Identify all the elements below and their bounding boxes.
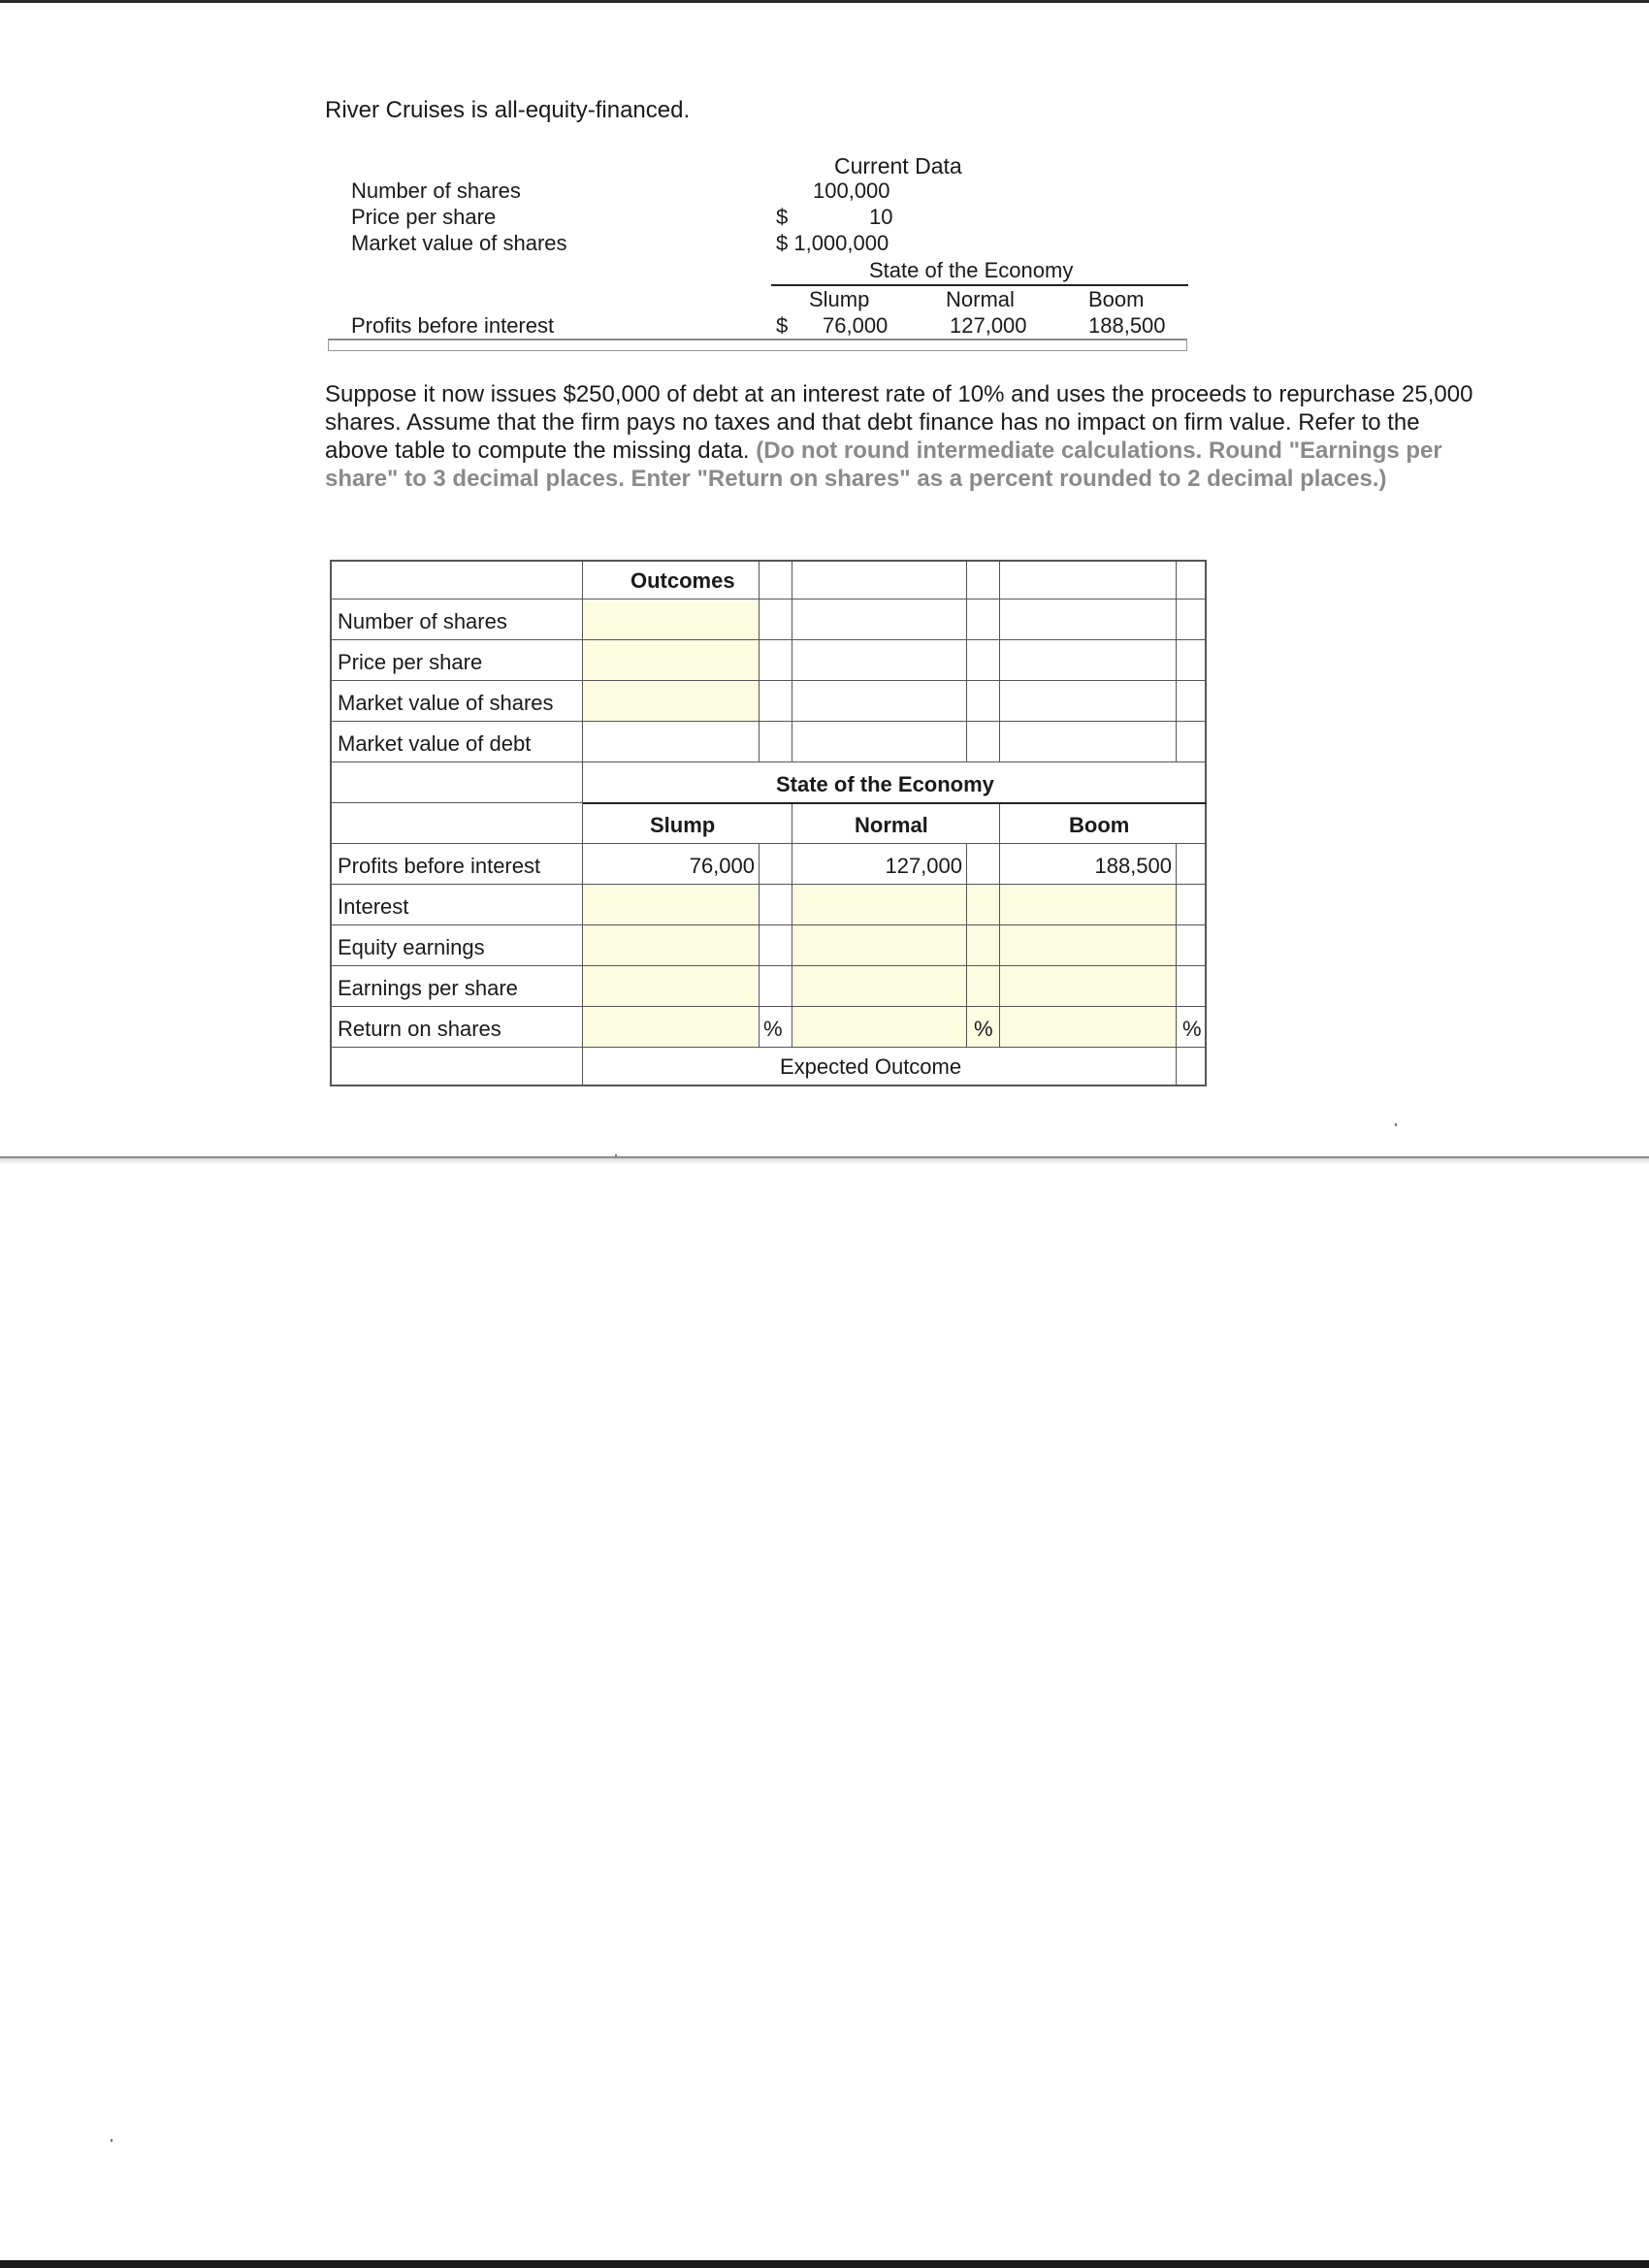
percent-sign: % <box>1182 1017 1202 1041</box>
input-cell-boom[interactable] <box>1002 886 1177 1047</box>
row-label: Return on shares <box>338 1017 501 1041</box>
column-header-boom: Boom <box>1069 813 1130 837</box>
scan-speck <box>111 2139 113 2142</box>
answer-table <box>330 560 1207 1086</box>
state-header-slump: Slump <box>809 287 870 311</box>
row-label: Market value of debt <box>338 731 532 756</box>
scan-speck <box>1395 1123 1397 1126</box>
grid-line <box>330 965 1207 966</box>
state-header-boom: Boom <box>1088 287 1145 311</box>
input-cell-slump[interactable] <box>584 886 757 1047</box>
header-underline <box>771 284 1188 286</box>
grid-line <box>330 1006 1207 1007</box>
profit-value-slump: 76,000 <box>689 854 755 878</box>
row-label: Profits before interest <box>338 854 541 878</box>
grid-line <box>582 802 1207 804</box>
grid-line <box>330 802 582 803</box>
currency-symbol: $ <box>776 205 789 229</box>
state-header-normal: Normal <box>946 287 1015 311</box>
profit-value-boom: 188,500 <box>1094 854 1172 878</box>
grid-line <box>966 560 967 762</box>
percent-sign: % <box>763 1017 783 1041</box>
row-label: Equity earnings <box>338 935 485 959</box>
grid-line <box>330 884 1207 885</box>
current-data-value: 100,000 <box>813 178 890 203</box>
grid-line <box>330 761 1207 762</box>
grid-line <box>330 560 1207 562</box>
input-cell-outcomes[interactable] <box>584 600 759 721</box>
current-data-label: Market value of shares <box>351 231 567 255</box>
grid-line <box>759 843 760 1048</box>
row-label: Earnings per share <box>338 976 518 1000</box>
profit-slump: 76,000 <box>823 313 889 338</box>
current-data-title: Current Data <box>834 153 962 178</box>
outcomes-header: Outcomes <box>630 568 735 593</box>
currency-symbol: $ <box>776 313 789 338</box>
grid-line <box>1176 560 1177 762</box>
current-data-label: Price per share <box>351 205 497 229</box>
grid-line <box>999 560 1000 762</box>
scan-fold-shadow <box>0 1158 1649 1164</box>
scan-top-edge <box>0 0 1649 3</box>
problem-statement <box>325 380 1489 493</box>
grid-line <box>330 721 1207 722</box>
table-bottom-bar <box>328 339 1187 351</box>
grid-line <box>1176 843 1177 1086</box>
grid-line <box>999 804 1000 1048</box>
state-of-economy-title: State of the Economy <box>869 258 1074 282</box>
grid-line <box>330 924 1207 925</box>
profits-label: Profits before interest <box>351 313 555 338</box>
grid-line <box>330 1047 1207 1048</box>
row-label: Interest <box>338 894 409 919</box>
column-header-slump: Slump <box>650 813 716 837</box>
current-data-value: 10 <box>869 205 893 229</box>
row-label: Number of shares <box>338 609 507 633</box>
expected-outcome-label: Expected Outcome <box>780 1054 962 1079</box>
intro-text: River Cruises is all-equity-financed. <box>325 97 691 123</box>
column-header-normal: Normal <box>855 813 928 837</box>
row-label: Market value of shares <box>338 691 554 715</box>
scan-bottom-edge <box>0 2260 1649 2268</box>
grid-line <box>330 843 1207 844</box>
grid-line <box>966 843 967 1048</box>
state-of-economy-header: State of the Economy <box>776 772 994 796</box>
profit-normal: 127,000 <box>950 313 1027 338</box>
grid-line <box>759 560 760 762</box>
grid-line <box>330 1085 1207 1086</box>
profit-boom: 188,500 <box>1088 313 1166 338</box>
profit-value-normal: 127,000 <box>885 854 962 878</box>
row-label: Price per share <box>338 650 483 674</box>
problem-instructions: (Do not round intermediate calculations. Round "Earnings per share" to 3 decimal places. Enter "Return on shares" as a percent rounded to 2 decimal places.) <box>325 437 1442 492</box>
grid-line <box>330 680 1207 681</box>
grid-line <box>330 639 1207 640</box>
grid-line <box>582 560 583 1086</box>
current-data-value: $ 1,000,000 <box>776 231 889 255</box>
problem-text: Suppose it now issues $250,000 of debt at an interest rate of 10% and uses the proceeds to repurchase 25,000 shares. Assume that the firm pays no taxes and that debt finance has no impact on firm value. Refer to the above table to compute the missing data. <box>325 381 1473 464</box>
percent-sign: % <box>974 1017 993 1041</box>
current-data-label: Number of shares <box>351 178 521 203</box>
